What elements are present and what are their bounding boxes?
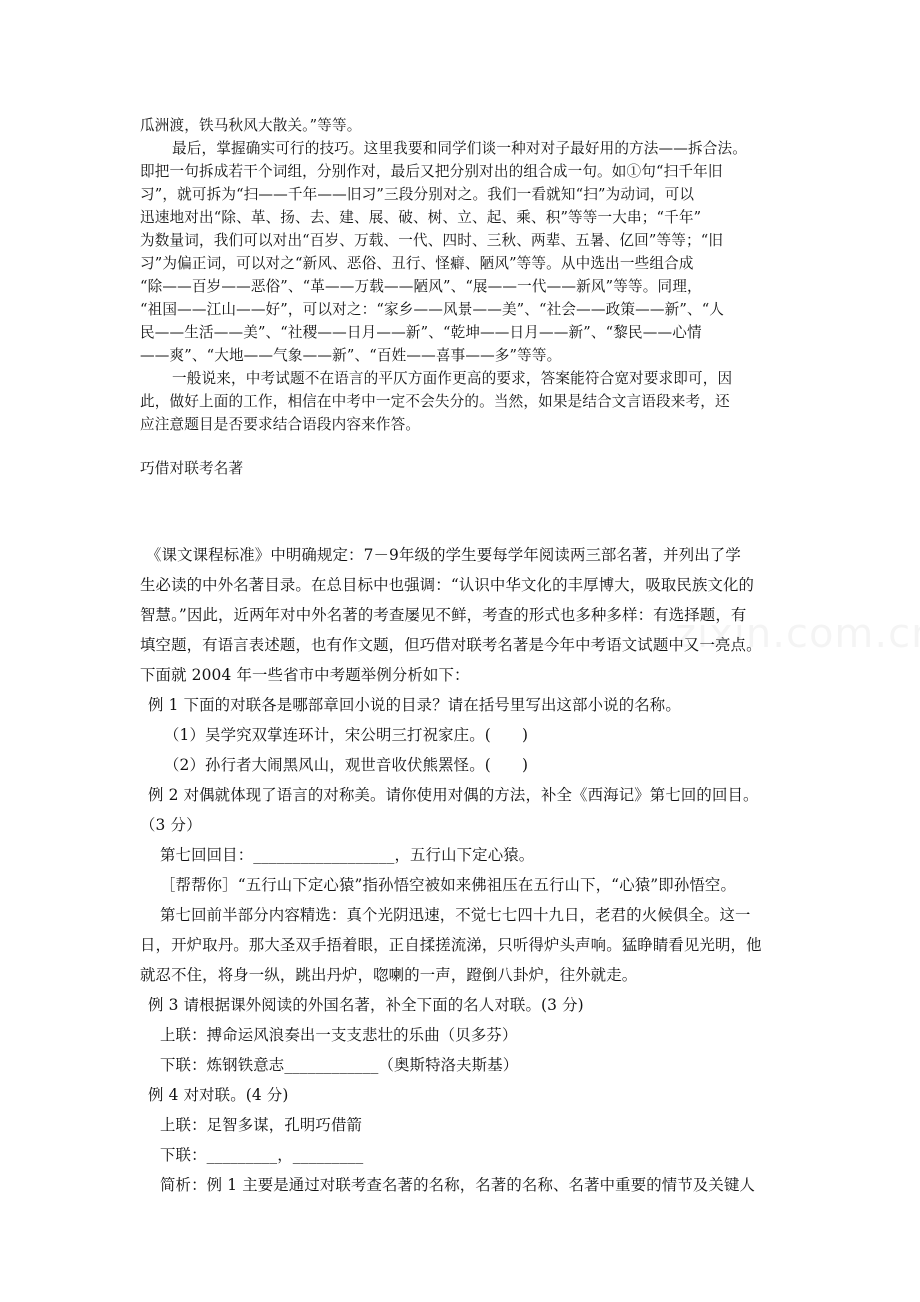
example-item: （1）吴学究双掌连环计，宋公明三打祝家庄。( ) bbox=[164, 726, 529, 744]
paragraph-line: 习”为偏正词，可以对之“新风、恶俗、丑行、怪癖、陋风”等等。从中选出一些组合成 bbox=[140, 255, 694, 272]
example-heading: 例 3 请根据课外阅读的外国名著，补全下面的名人对联。(3 分) bbox=[148, 996, 584, 1014]
paragraph-line: 为数量词，我们可以对出“百岁、万载、一代、四时、三秋、两辈、五暑、亿回”等等；“旧 bbox=[140, 232, 724, 249]
paragraph-line: 智慧。”因此，近两年对中外名著的考查屡见不鲜，考查的形式也多种多样：有选择题，有 bbox=[140, 606, 747, 624]
hint-line: ［帮帮你］“五行山下定心猿”指孙悟空被如来佛祖压在五行山下，“心猿”即孙悟空。 bbox=[160, 876, 736, 894]
paragraph-line: 生必读的中外名著目录。在总目标中也强调：“认识中华文化的丰厚博大，吸取民族文化的 bbox=[140, 576, 755, 594]
couplet-line: 下联：_________，_________ bbox=[160, 1146, 364, 1164]
paragraph-line: 瓜洲渡，铁马秋风大散关。”等等。 bbox=[140, 117, 362, 134]
paragraph-line: “祖国——江山——好”，可以对之：“家乡——风景——美”、“社会——政策——新”、“人 bbox=[140, 301, 725, 318]
paragraph-line: 习”，就可拆为“扫——千年——旧习”三段分别对之。我们一看就知“扫”为动词，可以 bbox=[140, 186, 695, 203]
score-note: （3 分） bbox=[140, 816, 202, 834]
paragraph-line: 民——生活——美”、“社稷——日月——新”、“乾坤——日月——新”、“黎民——心情 bbox=[140, 324, 702, 341]
fill-blank-line: 第七回回目：__________________，五行山下定心猿。 bbox=[160, 846, 535, 864]
section-heading: 巧借对联考名著 bbox=[140, 460, 244, 477]
paragraph-line: 日，开炉取丹。那大圣双手捂着眼，正自揉搓流涕，只听得炉头声响。猛睁睛看见光明，他 bbox=[140, 936, 762, 954]
paragraph-line: 下面就 2004 年一些省市中考题举例分析如下： bbox=[140, 666, 470, 684]
paragraph-line: 《课文课程标准》中明确规定：7－9年级的学生要每学年阅读两三部名著，并列出了学 bbox=[146, 546, 741, 564]
couplet-line: 下联：炼钢铁意志____________（奥斯特洛夫斯基） bbox=[160, 1056, 519, 1074]
analysis-line: 简析：例 1 主要是通过对联考查名著的名称，名著的名称、名著中重要的情节及关键人 bbox=[160, 1176, 756, 1194]
paragraph-line: 即把一句拆成若干个词组，分别作对，最后又把分别对出的组合成一句。如①句“扫千年旧 bbox=[140, 163, 723, 180]
example-item: （2）孙行者大闹黑风山，观世音收伏熊罴怪。( ) bbox=[164, 756, 529, 774]
paragraph-line: 一般说来，中考试题不在语言的平仄方面作更高的要求，答案能符合宽对要求即可，因 bbox=[172, 370, 733, 387]
paragraph-line: 最后，掌握确实可行的技巧。这里我要和同学们谈一种对对子最好用的方法——拆合法。 bbox=[172, 140, 748, 157]
paragraph-line: 此，做好上面的工作，相信在中考中一定不会失分的。当然，如果是结合文言语段来考，还 bbox=[140, 393, 730, 410]
paragraph-line: 应注意题目是否要求结合语段内容来作答。 bbox=[140, 416, 421, 433]
paragraph-line: 第七回前半部分内容精选：真个光阴迅速，不觉七七四十九日，老君的火候俱全。这一 bbox=[160, 906, 751, 924]
paragraph-line: 迅速地对出“除、革、扬、去、建、展、破、树、立、起、乘、积”等等一大串；“千年” bbox=[140, 209, 702, 226]
example-heading: 例 2 对偶就体现了语言的对称美。请你使用对偶的方法，补全《西海记》第七回的回目。 bbox=[148, 786, 759, 804]
example-heading: 例 1 下面的对联各是哪部章回小说的目录？请在括号里写出这部小说的名称。 bbox=[148, 696, 681, 714]
paragraph-line: 就忍不住，将身一纵，跳出丹炉，唿喇的一声，蹬倒八卦炉，往外就走。 bbox=[140, 966, 638, 984]
paragraph-line: ——爽”、“大地——气象——新”、“百姓——喜事——多”等等。 bbox=[140, 347, 562, 364]
couplet-line: 上联：足智多谋，孔明巧借箭 bbox=[160, 1116, 363, 1134]
example-heading: 例 4 对对联。(4 分) bbox=[148, 1086, 289, 1104]
paragraph-line: 填空题，有语言表述题，也有作文题，但巧借对联考名著是今年中考语文试题中又一亮点。 bbox=[140, 636, 762, 654]
couplet-line: 上联：搏命运风浪奏出一支支悲壮的乐曲（贝多芬） bbox=[160, 1026, 518, 1044]
paragraph-line: “除——百岁——恶俗”、“革——万载——陋风”、“展——一代——新风”等等。同理， bbox=[140, 278, 702, 295]
